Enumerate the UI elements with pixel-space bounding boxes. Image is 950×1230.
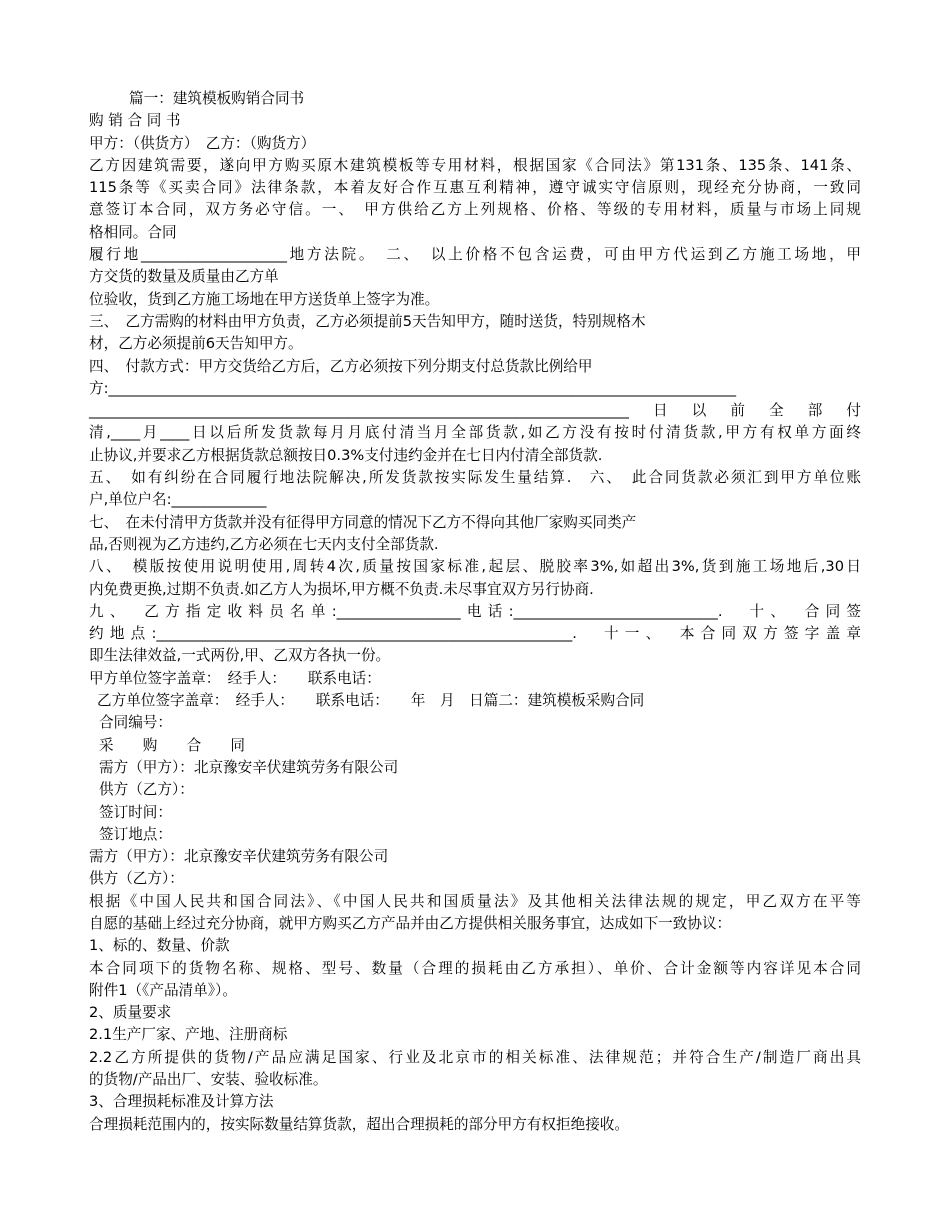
text-line: 七、 在未付清甲方货款并没有征得甲方同意的情况下乙方不得向其他厂家购买同类产 (89, 513, 637, 531)
parties-line: 甲方：（供货方） 乙方：（购货方） (89, 134, 316, 152)
text-line: 合理损耗范围内的，按实际数量结算货款，超出合理损耗的部分甲方有权拒绝接收。 (89, 1115, 629, 1133)
text-line: __________________________________________________________________________日以前全部付 (89, 402, 861, 420)
text-line: 方:______________________________________________________________________________________ (89, 379, 737, 397)
section-heading: 3、合理损耗标准及计算方法 (89, 1093, 274, 1111)
text-line: 本合同项下的货物名称、规格、型号、数量（合理的损耗由乙方承担）、单价、合计金额等内容详见本合同 (89, 959, 861, 977)
contract-heading: 购 销 合 同 书 (89, 112, 181, 130)
text-line: 九、 乙方指定收料员名单:_________________电话:____________________________. 十、 合同签 (89, 602, 861, 620)
signing-time: 签订时间： (99, 803, 172, 821)
text-line: 自愿的基础上经过充分协商，就甲方购买乙方产品并由乙方提供相关服务事宜，达成如下一致协议： (89, 914, 732, 932)
text-line: 五、 如有纠纷在合同履行地法院解决,所发货款按实际发生量结算. 六、 此合同货款必须汇到甲方单位账 (89, 469, 861, 487)
text-line: 三、 乙方需购的材料由甲方负责，乙方必须提前5天告知甲方，随时送货，特别规格木 (89, 312, 646, 330)
contract-title: 采 购 合 同 (99, 736, 245, 754)
document-body (89, 88, 861, 1136)
signature-line-party-b: 乙方单位签字盖章： 经手人： 联系电话： 年 月 日篇二：建筑模板采购合同 (97, 692, 645, 710)
text-line: 内免费更换,过期不负责.如乙方人为损坏,甲方概不负责.未尽事宜双方另行协商. (89, 580, 594, 598)
text-line: 附件1（《产品清单》）。 (89, 981, 237, 999)
text-line: 四、 付款方式：甲方交货给乙方后，乙方必须按下列分期支付总货款比例给甲 (89, 357, 593, 375)
text-line: 户,单位户名:_____________ (89, 491, 267, 509)
text-line: 约地点:_________________________________________________________. 十一、 本合同双方签字盖章 (89, 625, 861, 643)
text-line: 格相同。合同 (89, 223, 177, 241)
buyer-line: 需方（甲方）：北京豫安辛伏建筑劳务有限公司 (99, 758, 399, 776)
signature-line-party-a: 甲方单位签字盖章： 经手人： 联系电话： (89, 669, 381, 687)
text-line: 清,____月____日以后所发货款每月月底付清当月全部货款,如乙方没有按时付清货款,甲方有权单方面终 (89, 424, 861, 442)
supplier-line: 供方（乙方）： (89, 870, 184, 888)
text-line: 2.2乙方所提供的货物/产品应满足国家、行业及北京市的相关标准、法律规范；并符合生产/制造厂商出具 (89, 1048, 861, 1066)
text-line: 115条等《买卖合同》法律条款，本着友好合作互惠互利精神，遵守诚实守信原则，现经充分协商，一致同 (89, 179, 861, 197)
text-line: 品,否则视为乙方违约,乙方必须在七天内支付全部货款. (89, 535, 439, 553)
text-line: 位验收，货到乙方施工场地在甲方送货单上签字为准。 (89, 290, 440, 308)
text-line: 止协议,并要求乙方根据货款总额按日0.3%支付违约金并在七日内付清全部货款. (89, 446, 603, 464)
section-title: 篇一：建筑模板购销合同书 (129, 90, 305, 107)
text-line: 意签订本合同，双方务必守信。一、 甲方供给乙方上列规格、价格、等级的专用材料，质量与市场上同规 (89, 201, 861, 219)
text-line: 2.1生产厂家、产地、注册商标 (89, 1026, 288, 1044)
supplier-line: 供方（乙方）： (99, 781, 194, 799)
text-line: 材，乙方必须提前6天告知甲方。 (89, 335, 303, 353)
text-line: 八、 模版按使用说明使用,周转4次,质量按国家标准,起层、脱胶率3%,如超出3%,货到施工场地后,30日 (89, 558, 861, 576)
contract-number: 合同编号： (99, 714, 172, 732)
buyer-line: 需方（甲方）：北京豫安辛伏建筑劳务有限公司 (89, 848, 389, 866)
section-heading: 2、质量要求 (89, 1004, 172, 1022)
section-heading: 1、标的、数量、价款 (89, 937, 230, 955)
text-line: 方交货的数量及质量由乙方单 (89, 268, 279, 286)
signing-place: 签订地点： (99, 825, 172, 843)
text-line: 的货物/产品出厂、安装、验收标准。 (89, 1071, 328, 1089)
text-line: 乙方因建筑需要，遂向甲方购买原木建筑模板等专用材料，根据国家《合同法》第131条、135条、141条、 (89, 156, 861, 174)
text-line: 履行地____________________地方法院。 二、 以上价格不包含运费，可由甲方代运到乙方施工场地，甲 (89, 246, 861, 264)
text-line: 根据《中国人民共和国合同法》、《中国人民共和国质量法》及其他相关法律法规的规定，甲乙双方在平等 (89, 892, 861, 910)
text-line: 即生法律效益,一式两份,甲、乙双方各执一份。 (89, 647, 391, 665)
